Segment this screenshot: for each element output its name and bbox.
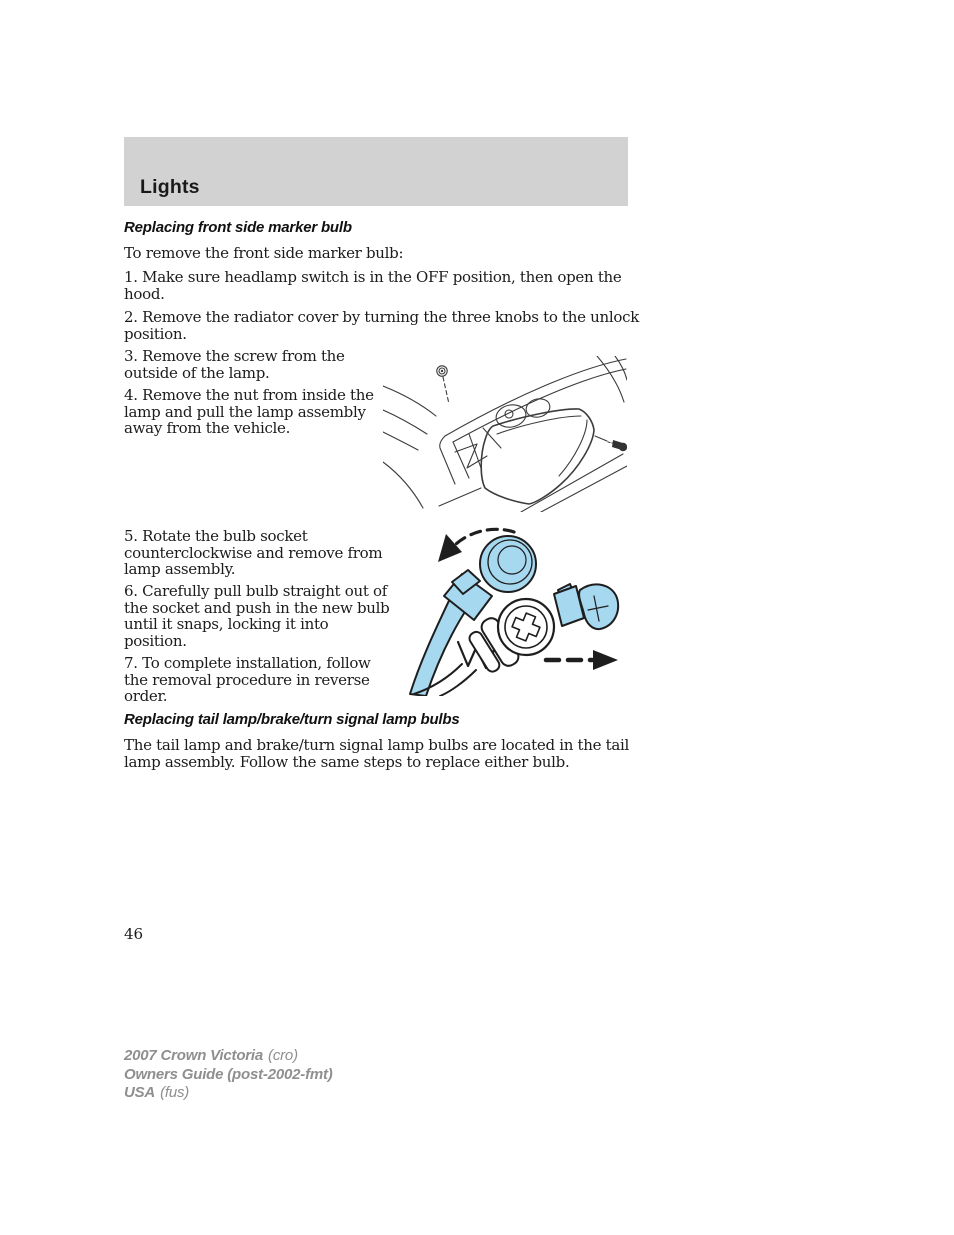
footer-region: USA: [124, 1084, 156, 1102]
footer-line-2: [124, 1066, 333, 1085]
bulb-icon: [554, 584, 618, 629]
step-2: 2. Remove the radiator cover by turning the three knobs to the unlock position.: [124, 308, 639, 343]
headlamp-removal-svg: [383, 356, 627, 512]
headlamp-removal-illustration: [383, 356, 627, 512]
step-5: 5. Rotate the bulb socket counterclockwise and remove from lamp assembly.: [124, 527, 383, 579]
step-1: 1. Make sure headlamp switch is in the OFF position, then open the hood.: [124, 268, 622, 303]
footer-guide: Owners Guide (post-2002-fmt): [124, 1065, 333, 1083]
front-marker-intro: To remove the front side marker bulb:: [124, 244, 404, 262]
heading-tail-lamp-bulbs: Replacing tail lamp/brake/turn signal lamp bulbs: [124, 711, 460, 728]
bulb-socket-svg: [396, 524, 624, 696]
footer-line-1: [124, 1047, 333, 1066]
heading-front-side-marker-bulb: Replacing front side marker bulb: [124, 219, 352, 236]
fender-lines: [521, 356, 627, 512]
screw-icon: [595, 436, 627, 451]
pull-out-arrow-icon: [546, 650, 618, 670]
chapter-title: Lights: [140, 175, 200, 198]
nut-icon: [437, 366, 449, 404]
bulb-socket-illustration: [396, 524, 624, 696]
step-7: 7. To complete installation, follow the removal procedure in reverse order.: [124, 654, 371, 706]
tail-lamp-paragraph: The tail lamp and brake/turn signal lamp bulbs are located in the tail lamp assembly. Follow the same steps to replace either bulb.: [124, 736, 630, 771]
page-number: 46: [124, 925, 144, 943]
footer: [124, 1047, 333, 1103]
step-4: 4. Remove the nut from inside the lamp and pull the lamp assembly away from the vehicle.: [124, 386, 374, 438]
hood-edge-inner-line: [453, 369, 626, 442]
step-3: 3. Remove the screw from the outside of the lamp.: [124, 347, 345, 382]
step-6: 6. Carefully pull bulb straight out of the socket and push in the new bulb until it snaps, locking it into position.: [124, 582, 390, 650]
footer-vehicle-code: (cro): [268, 1047, 298, 1064]
footer-line-3: [124, 1084, 333, 1103]
lamp-assembly-outline: [439, 409, 594, 506]
fascia-lines: [383, 386, 436, 508]
chapter-header-bar: [124, 137, 628, 206]
footer-region-code: (fus): [160, 1084, 190, 1102]
footer-vehicle: 2007 Crown Victoria: [124, 1047, 264, 1064]
hood-edge-line: [445, 359, 626, 436]
